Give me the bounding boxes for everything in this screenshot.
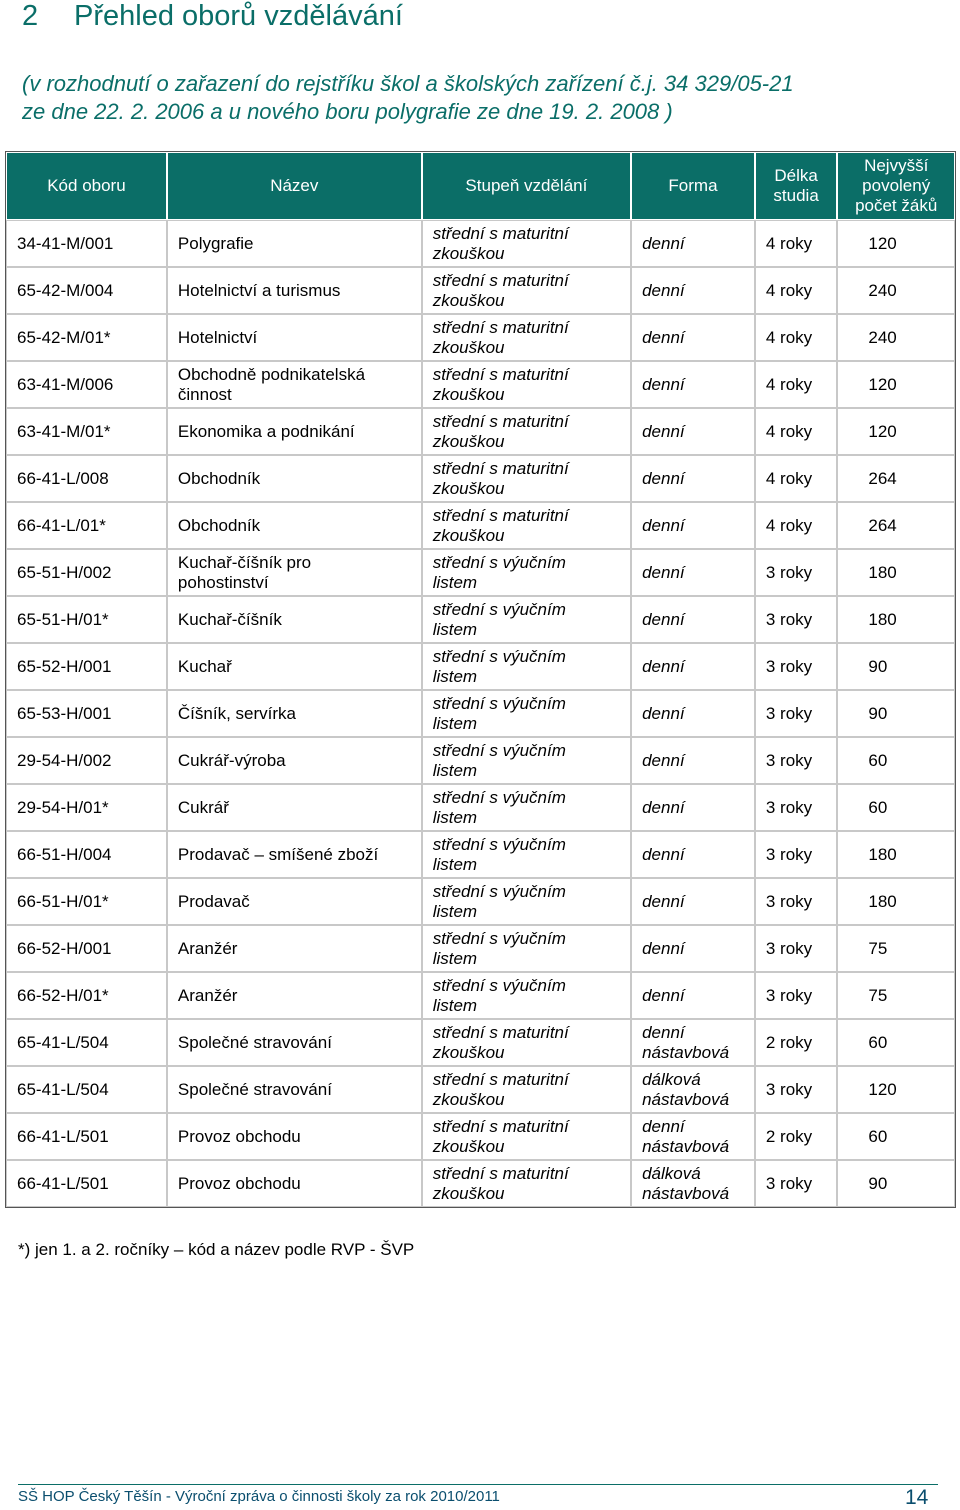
header-pocet-line-2: povolený bbox=[862, 176, 931, 195]
cell-stupen-line-1: střední s výučním bbox=[432, 881, 566, 901]
table-row bbox=[6, 737, 955, 784]
cell-kod: 65-51-H/002 bbox=[6, 549, 167, 596]
cell-stupen-line-1: střední s výučním bbox=[432, 599, 566, 619]
cell-stupen bbox=[422, 737, 631, 784]
cell-nazev bbox=[167, 220, 422, 267]
cell-pocet: 60 bbox=[837, 737, 955, 784]
footnote: *) jen 1. a 2. ročníky – kód a název podle RVP - ŠVP bbox=[18, 1240, 415, 1259]
cell-delka: 3 roky bbox=[755, 549, 838, 596]
cell-pocet: 90 bbox=[837, 690, 955, 737]
study-fields-table bbox=[5, 151, 956, 1208]
cell-kod: 63-41-M/01* bbox=[6, 408, 167, 455]
cell-forma bbox=[631, 784, 755, 831]
cell-delka: 2 roky bbox=[755, 1113, 838, 1160]
cell-forma-line-2: nástavbová bbox=[642, 1136, 730, 1156]
cell-stupen-line-2: zkouškou bbox=[432, 1136, 505, 1156]
cell-forma-line-1: denní bbox=[642, 1116, 685, 1136]
cell-nazev-line-1: Společné stravování bbox=[177, 1079, 332, 1099]
cell-stupen-line-1: střední s výučním bbox=[432, 975, 566, 995]
cell-pocet: 75 bbox=[837, 972, 955, 1019]
cell-nazev-line-1: Cukrář-výroba bbox=[177, 750, 286, 770]
cell-nazev bbox=[167, 831, 422, 878]
cell-nazev bbox=[167, 549, 422, 596]
cell-delka: 4 roky bbox=[755, 314, 838, 361]
cell-delka: 4 roky bbox=[755, 455, 838, 502]
cell-forma-line-1: denní bbox=[642, 609, 685, 629]
cell-nazev-line-1: Kuchař-číšník pro bbox=[177, 552, 312, 572]
cell-forma bbox=[631, 549, 755, 596]
cell-stupen bbox=[422, 972, 631, 1019]
cell-stupen bbox=[422, 267, 631, 314]
cell-stupen bbox=[422, 455, 631, 502]
cell-pocet: 75 bbox=[837, 925, 955, 972]
cell-stupen-line-2: listem bbox=[432, 948, 478, 968]
decision-reference-line-2: ze dne 22. 2. 2006 a u nového boru polygrafie ze dne 19. 2. 2008 ) bbox=[22, 99, 673, 124]
cell-nazev bbox=[167, 455, 422, 502]
cell-stupen-line-2: listem bbox=[432, 713, 478, 733]
cell-forma-line-1: denní bbox=[642, 985, 685, 1005]
table-row bbox=[6, 925, 955, 972]
cell-stupen-line-2: zkouškou bbox=[432, 525, 505, 545]
cell-forma bbox=[631, 1019, 755, 1066]
cell-pocet: 60 bbox=[837, 1019, 955, 1066]
cell-delka: 2 roky bbox=[755, 1019, 838, 1066]
cell-stupen bbox=[422, 408, 631, 455]
cell-stupen-line-1: střední s maturitní bbox=[432, 1022, 569, 1042]
table-row bbox=[6, 690, 955, 737]
cell-stupen-line-1: střední s maturitní bbox=[432, 1116, 569, 1136]
table-row bbox=[6, 831, 955, 878]
cell-pocet: 90 bbox=[837, 1160, 955, 1207]
cell-forma-line-1: denní bbox=[642, 327, 685, 347]
cell-stupen bbox=[422, 643, 631, 690]
cell-nazev bbox=[167, 502, 422, 549]
header-stupen: Stupeň vzdělání bbox=[422, 152, 631, 220]
cell-kod: 66-41-L/01* bbox=[6, 502, 167, 549]
cell-delka: 3 roky bbox=[755, 972, 838, 1019]
cell-stupen bbox=[422, 784, 631, 831]
header-delka bbox=[755, 152, 838, 220]
cell-nazev bbox=[167, 878, 422, 925]
cell-stupen-line-1: střední s maturitní bbox=[432, 317, 569, 337]
cell-delka: 3 roky bbox=[755, 1066, 838, 1113]
table-row bbox=[6, 596, 955, 643]
cell-nazev bbox=[167, 1113, 422, 1160]
cell-pocet: 240 bbox=[837, 267, 955, 314]
cell-forma bbox=[631, 361, 755, 408]
cell-pocet: 120 bbox=[837, 220, 955, 267]
cell-delka: 3 roky bbox=[755, 1160, 838, 1207]
cell-stupen-line-2: zkouškou bbox=[432, 431, 505, 451]
cell-nazev bbox=[167, 737, 422, 784]
cell-stupen-line-2: zkouškou bbox=[432, 243, 505, 263]
cell-pocet: 120 bbox=[837, 1066, 955, 1113]
cell-stupen-line-2: zkouškou bbox=[432, 1042, 505, 1062]
cell-forma-line-1: dálková bbox=[642, 1163, 701, 1183]
cell-nazev-line-1: Aranžér bbox=[177, 938, 238, 958]
cell-delka: 4 roky bbox=[755, 361, 838, 408]
table-row bbox=[6, 972, 955, 1019]
cell-delka: 3 roky bbox=[755, 878, 838, 925]
cell-stupen bbox=[422, 1113, 631, 1160]
cell-stupen-line-2: zkouškou bbox=[432, 384, 505, 404]
table-row bbox=[6, 408, 955, 455]
cell-nazev bbox=[167, 361, 422, 408]
cell-nazev-line-1: Aranžér bbox=[177, 985, 238, 1005]
cell-kod: 66-41-L/008 bbox=[6, 455, 167, 502]
cell-forma-line-1: denní bbox=[642, 515, 685, 535]
cell-nazev-line-1: Polygrafie bbox=[177, 233, 254, 253]
cell-stupen-line-1: střední s výučním bbox=[432, 787, 566, 807]
cell-kod: 66-41-L/501 bbox=[6, 1160, 167, 1207]
cell-kod: 65-51-H/01* bbox=[6, 596, 167, 643]
header-pocet bbox=[837, 152, 955, 220]
cell-stupen-line-1: střední s výučním bbox=[432, 552, 566, 572]
cell-nazev bbox=[167, 972, 422, 1019]
cell-stupen-line-2: listem bbox=[432, 901, 478, 921]
cell-forma bbox=[631, 1113, 755, 1160]
cell-nazev-line-1: Obchodně podnikatelská bbox=[177, 364, 366, 384]
cell-delka: 3 roky bbox=[755, 737, 838, 784]
cell-nazev-line-2: činnost bbox=[177, 384, 232, 404]
cell-pocet: 264 bbox=[837, 502, 955, 549]
header-nazev: Název bbox=[167, 152, 422, 220]
cell-pocet: 60 bbox=[837, 784, 955, 831]
cell-nazev-line-1: Hotelnictví a turismus bbox=[177, 280, 341, 300]
cell-delka: 4 roky bbox=[755, 502, 838, 549]
footer-divider bbox=[18, 1484, 938, 1485]
cell-stupen-line-1: střední s výučním bbox=[432, 740, 566, 760]
table-row bbox=[6, 502, 955, 549]
cell-stupen-line-2: listem bbox=[432, 807, 478, 827]
cell-delka: 3 roky bbox=[755, 925, 838, 972]
cell-nazev-line-1: Kuchař bbox=[177, 656, 232, 676]
cell-kod: 66-41-L/501 bbox=[6, 1113, 167, 1160]
chapter-number: 2 bbox=[22, 0, 39, 32]
cell-delka: 4 roky bbox=[755, 267, 838, 314]
cell-forma bbox=[631, 1160, 755, 1207]
cell-forma-line-1: denní bbox=[642, 562, 685, 582]
cell-delka: 3 roky bbox=[755, 596, 838, 643]
cell-forma bbox=[631, 455, 755, 502]
cell-nazev-line-1: Kuchař-číšník bbox=[177, 609, 282, 629]
cell-forma bbox=[631, 831, 755, 878]
cell-pocet: 90 bbox=[837, 643, 955, 690]
cell-forma bbox=[631, 596, 755, 643]
cell-forma-line-1: denní bbox=[642, 844, 685, 864]
decision-reference bbox=[22, 70, 942, 126]
cell-stupen bbox=[422, 878, 631, 925]
decision-reference-line-1: (v rozhodnutí o zařazení do rejstříku škol a školských zařízení č.j. 34 329/05-21 bbox=[22, 71, 794, 96]
cell-stupen-line-1: střední s maturitní bbox=[432, 1163, 569, 1183]
cell-delka: 3 roky bbox=[755, 643, 838, 690]
cell-forma-line-1: denní bbox=[642, 891, 685, 911]
cell-stupen-line-1: střední s výučním bbox=[432, 834, 566, 854]
cell-pocet: 180 bbox=[837, 596, 955, 643]
cell-kod: 29-54-H/01* bbox=[6, 784, 167, 831]
cell-forma-line-1: denní bbox=[642, 1022, 685, 1042]
header-delka-line-1: Délka bbox=[774, 166, 818, 185]
cell-nazev-line-1: Prodavač – smíšené zboží bbox=[177, 844, 379, 864]
table-body bbox=[6, 220, 955, 1207]
cell-forma-line-1: denní bbox=[642, 421, 685, 441]
cell-stupen-line-1: střední s maturitní bbox=[432, 1069, 569, 1089]
cell-kod: 34-41-M/001 bbox=[6, 220, 167, 267]
cell-stupen bbox=[422, 220, 631, 267]
cell-stupen-line-2: zkouškou bbox=[432, 290, 505, 310]
cell-forma-line-1: denní bbox=[642, 233, 685, 253]
cell-stupen bbox=[422, 1066, 631, 1113]
table-row bbox=[6, 878, 955, 925]
cell-stupen-line-1: střední s výučním bbox=[432, 693, 566, 713]
cell-kod: 66-52-H/01* bbox=[6, 972, 167, 1019]
cell-kod: 29-54-H/002 bbox=[6, 737, 167, 784]
cell-nazev bbox=[167, 267, 422, 314]
cell-stupen-line-1: střední s maturitní bbox=[432, 411, 569, 431]
cell-stupen bbox=[422, 1160, 631, 1207]
cell-stupen-line-1: střední s výučním bbox=[432, 928, 566, 948]
table-row bbox=[6, 1160, 955, 1207]
cell-kod: 65-41-L/504 bbox=[6, 1019, 167, 1066]
cell-stupen bbox=[422, 925, 631, 972]
cell-stupen bbox=[422, 502, 631, 549]
cell-kod: 65-52-H/001 bbox=[6, 643, 167, 690]
cell-pocet: 120 bbox=[837, 361, 955, 408]
cell-delka: 3 roky bbox=[755, 831, 838, 878]
cell-delka: 3 roky bbox=[755, 784, 838, 831]
cell-stupen bbox=[422, 831, 631, 878]
table-row bbox=[6, 643, 955, 690]
cell-nazev-line-1: Společné stravování bbox=[177, 1032, 332, 1052]
cell-nazev bbox=[167, 596, 422, 643]
cell-stupen-line-2: listem bbox=[432, 854, 478, 874]
chapter-title: Přehled oborů vzdělávání bbox=[74, 0, 403, 32]
cell-forma-line-2: nástavbová bbox=[642, 1183, 730, 1203]
cell-stupen-line-1: střední s maturitní bbox=[432, 364, 569, 384]
cell-stupen-line-2: listem bbox=[432, 666, 478, 686]
cell-forma-line-1: denní bbox=[642, 280, 685, 300]
cell-forma bbox=[631, 1066, 755, 1113]
cell-nazev-line-2: pohostinství bbox=[177, 572, 269, 592]
cell-nazev-line-1: Číšník, servírka bbox=[177, 703, 296, 723]
cell-kod: 66-51-H/004 bbox=[6, 831, 167, 878]
cell-nazev bbox=[167, 784, 422, 831]
cell-stupen-line-2: listem bbox=[432, 760, 478, 780]
cell-stupen-line-2: listem bbox=[432, 995, 478, 1015]
cell-forma-line-1: denní bbox=[642, 938, 685, 958]
cell-stupen bbox=[422, 361, 631, 408]
cell-nazev bbox=[167, 1160, 422, 1207]
cell-forma-line-1: denní bbox=[642, 703, 685, 723]
cell-forma-line-1: denní bbox=[642, 656, 685, 676]
cell-forma bbox=[631, 643, 755, 690]
table-header-row bbox=[6, 152, 955, 220]
cell-nazev-line-1: Provoz obchodu bbox=[177, 1126, 301, 1146]
cell-pocet: 240 bbox=[837, 314, 955, 361]
table-row bbox=[6, 361, 955, 408]
cell-stupen-line-1: střední s maturitní bbox=[432, 270, 569, 290]
header-pocet-line-1: Nejvyšší bbox=[864, 156, 929, 175]
cell-nazev-line-1: Obchodník bbox=[177, 468, 261, 488]
footer-text: SŠ HOP Český Těšín - Výroční zpráva o činnosti školy za rok 2010/2011 bbox=[18, 1488, 500, 1505]
cell-forma bbox=[631, 267, 755, 314]
table-row bbox=[6, 267, 955, 314]
table-row bbox=[6, 784, 955, 831]
cell-forma-line-2: nástavbová bbox=[642, 1042, 730, 1062]
cell-nazev bbox=[167, 314, 422, 361]
table-row bbox=[6, 1066, 955, 1113]
cell-stupen-line-2: zkouškou bbox=[432, 337, 505, 357]
cell-stupen-line-1: střední s maturitní bbox=[432, 223, 569, 243]
cell-forma bbox=[631, 737, 755, 784]
cell-nazev bbox=[167, 690, 422, 737]
table-row bbox=[6, 455, 955, 502]
page-number: 14 bbox=[905, 1486, 929, 1509]
cell-nazev bbox=[167, 643, 422, 690]
cell-stupen-line-2: zkouškou bbox=[432, 478, 505, 498]
cell-kod: 65-41-L/504 bbox=[6, 1066, 167, 1113]
cell-stupen bbox=[422, 690, 631, 737]
cell-pocet: 180 bbox=[837, 549, 955, 596]
cell-nazev-line-1: Provoz obchodu bbox=[177, 1173, 301, 1193]
cell-forma-line-1: denní bbox=[642, 468, 685, 488]
cell-pocet: 120 bbox=[837, 408, 955, 455]
cell-delka: 4 roky bbox=[755, 408, 838, 455]
cell-forma bbox=[631, 314, 755, 361]
cell-forma-line-1: denní bbox=[642, 797, 685, 817]
cell-pocet: 264 bbox=[837, 455, 955, 502]
table-row bbox=[6, 1113, 955, 1160]
cell-kod: 66-51-H/01* bbox=[6, 878, 167, 925]
cell-nazev bbox=[167, 1019, 422, 1066]
cell-nazev-line-1: Ekonomika a podnikání bbox=[177, 421, 355, 441]
cell-stupen-line-2: zkouškou bbox=[432, 1183, 505, 1203]
cell-kod: 65-42-M/01* bbox=[6, 314, 167, 361]
cell-pocet: 180 bbox=[837, 878, 955, 925]
cell-stupen-line-2: zkouškou bbox=[432, 1089, 505, 1109]
cell-nazev-line-1: Hotelnictví bbox=[177, 327, 258, 347]
cell-stupen-line-1: střední s maturitní bbox=[432, 505, 569, 525]
cell-delka: 3 roky bbox=[755, 690, 838, 737]
cell-forma bbox=[631, 690, 755, 737]
header-kod: Kód oboru bbox=[6, 152, 167, 220]
cell-nazev-line-1: Obchodník bbox=[177, 515, 261, 535]
cell-nazev bbox=[167, 408, 422, 455]
cell-stupen bbox=[422, 549, 631, 596]
cell-forma bbox=[631, 502, 755, 549]
cell-kod: 63-41-M/006 bbox=[6, 361, 167, 408]
cell-forma bbox=[631, 408, 755, 455]
cell-nazev-line-1: Prodavač bbox=[177, 891, 250, 911]
cell-forma bbox=[631, 925, 755, 972]
cell-pocet: 180 bbox=[837, 831, 955, 878]
cell-stupen-line-2: listem bbox=[432, 619, 478, 639]
cell-forma-line-1: denní bbox=[642, 374, 685, 394]
cell-stupen-line-1: střední s výučním bbox=[432, 646, 566, 666]
header-pocet-line-3: počet žáků bbox=[855, 196, 938, 215]
cell-stupen-line-2: listem bbox=[432, 572, 478, 592]
chapter-heading bbox=[22, 0, 403, 33]
cell-stupen bbox=[422, 1019, 631, 1066]
cell-forma bbox=[631, 878, 755, 925]
table-row bbox=[6, 1019, 955, 1066]
cell-stupen bbox=[422, 314, 631, 361]
cell-nazev bbox=[167, 1066, 422, 1113]
cell-stupen-line-1: střední s maturitní bbox=[432, 458, 569, 478]
table-row bbox=[6, 314, 955, 361]
cell-kod: 65-53-H/001 bbox=[6, 690, 167, 737]
header-delka-line-2: studia bbox=[773, 186, 819, 205]
cell-pocet: 60 bbox=[837, 1113, 955, 1160]
cell-kod: 66-52-H/001 bbox=[6, 925, 167, 972]
cell-delka: 4 roky bbox=[755, 220, 838, 267]
cell-forma bbox=[631, 972, 755, 1019]
table-row bbox=[6, 220, 955, 267]
header-forma: Forma bbox=[631, 152, 755, 220]
cell-forma-line-2: nástavbová bbox=[642, 1089, 730, 1109]
cell-forma bbox=[631, 220, 755, 267]
table-row bbox=[6, 549, 955, 596]
cell-nazev bbox=[167, 925, 422, 972]
cell-stupen bbox=[422, 596, 631, 643]
cell-forma-line-1: denní bbox=[642, 750, 685, 770]
cell-kod: 65-42-M/004 bbox=[6, 267, 167, 314]
cell-forma-line-1: dálková bbox=[642, 1069, 701, 1089]
cell-nazev-line-1: Cukrář bbox=[177, 797, 229, 817]
